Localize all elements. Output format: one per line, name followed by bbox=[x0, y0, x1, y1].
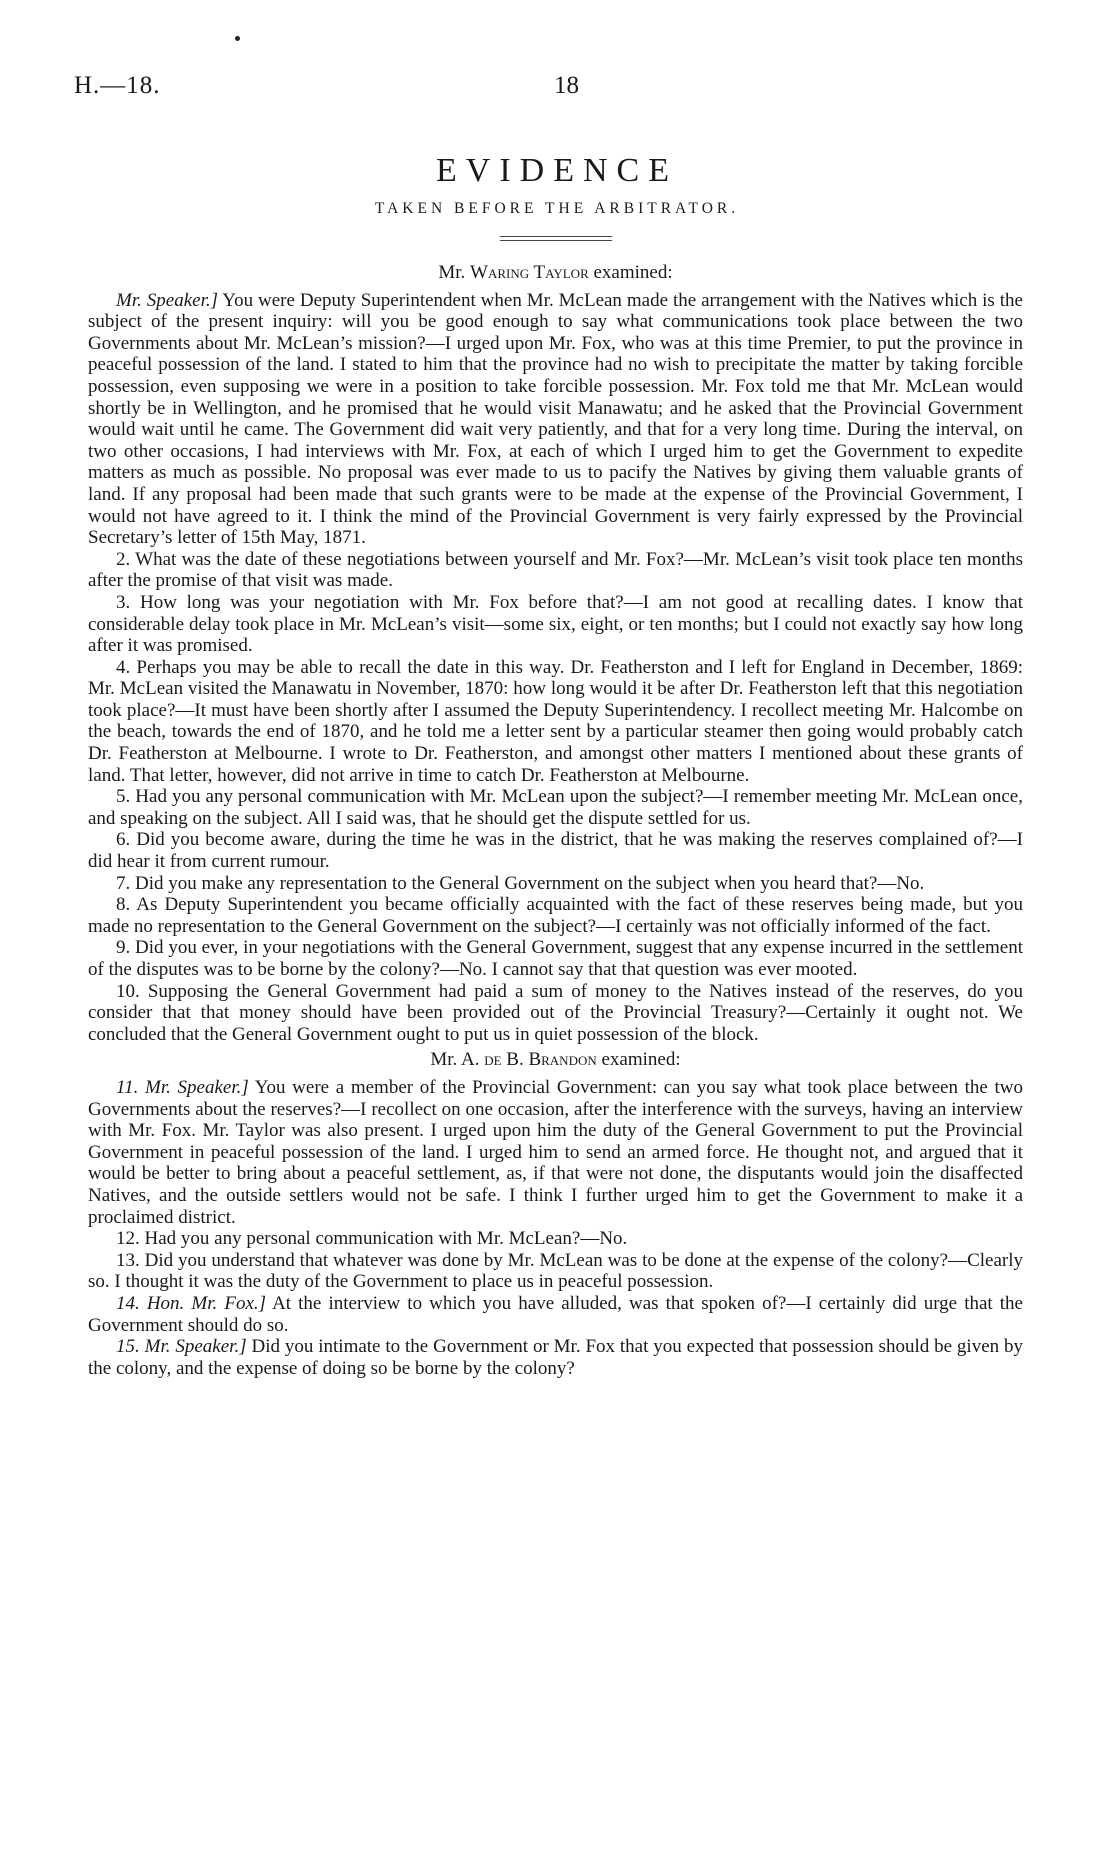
question-paragraph: 7. Did you make any representation to the General Government on the subject when you heard that?—No. bbox=[116, 872, 925, 894]
speaker-label: 15. Mr. Speaker.] bbox=[116, 1336, 247, 1358]
title-rule-bottom bbox=[500, 240, 612, 241]
title-rule-top bbox=[500, 236, 612, 237]
speaker-label: 14. Hon. Mr. Fox.] bbox=[116, 1292, 267, 1314]
ink-speck bbox=[235, 36, 240, 41]
question-paragraph: 10. Supposing the General Government had paid a sum of money to the Natives instead of the reserves, do you consider that that money should have been provided out of the Provincial Treasury?—Certainly it ought not. We concluded that the General Government ought to put us in quiet possession of the block. bbox=[88, 980, 1023, 1045]
speaker-label: 11. Mr. Speaker.] bbox=[116, 1076, 249, 1098]
question-paragraph: 6. Did you become aware, during the time he was in the district, that he was making the reserves complained of?—I did hear it from current rumour. bbox=[88, 829, 1023, 873]
question-paragraph: 12. Had you any personal communication with Mr. McLean?—No. bbox=[116, 1228, 628, 1250]
speaker-label: Mr. Speaker.] bbox=[116, 289, 219, 311]
question-paragraph: 3. How long was your negotiation with Mr. Fox before that?—I am not good at recalling dates. I know that considerable delay took place in Mr. McLean’s visit—some six, eight, or ten months; but I could not exactly say how long after it was promised. bbox=[88, 591, 1023, 657]
question-paragraph: 13. Did you understand that whatever was done by Mr. McLean was to be done at the expense of the colony?—Clearly so. I thought it was the duty of the Government to place us in peaceful possession. bbox=[88, 1249, 1023, 1293]
question-paragraph: 9. Did you ever, in your negotiations with the General Government, suggest that any expense incurred in the settlement of the disputes was to be borne by the colony?—No. I cannot say that that question was ever mooted. bbox=[88, 937, 1023, 980]
question-paragraph: 15. Mr. Speaker.] Did you intimate to the Government or Mr. Fox that you expected that possession should be given by the colony, and the expense of doing so be borne by the colony? bbox=[88, 1336, 1023, 1379]
page-title: EVIDENCE bbox=[436, 152, 678, 189]
question-paragraph: Mr. Speaker.] You were Deputy Superintendent when Mr. McLean made the arrangement with the Natives which is the subject of the present inquiry: will you be good enough to say what communications took place between the two Governments about Mr. McLean’s mission?—I urged upon Mr. Fox, who was at this time Premier, to put the province in peaceful possession of the land. I stated to him that the province had no wish to precipitate the matter by taking forcible possession, even supposing we were in a position to take forcible possession. Mr. Fox told me that Mr. McLean would shortly be in Wellington, and he promised that he would visit Manawatu; and he asked that the Provincial Government would wait until he came. The Government did wait very patiently, and that for a very long time. During the interval, on two other occasions, I had interviews with Mr. Fox, at each of which I urged him to get the Government to expedite matters as much as possible. No proposal was ever made to us to pacify the Natives by giving them valuable grants of land. If any proposal had been made that such grants were to be made at the expense of the Provincial Government, I would not have agreed to it. I think the mind of the Provincial Government is very fairly expressed by the Provincial Secretary’s letter of 15th May, 1871. bbox=[88, 289, 1023, 549]
page-subtitle: TAKEN BEFORE THE ARBITRATOR. bbox=[374, 200, 740, 217]
question-paragraph: 11. Mr. Speaker.] You were a member of the Provincial Government: can you say what took place between the two Governments about the reserves?—I recollect on one occasion, after the interference with the surveys, having an interview with Mr. Fox. Mr. Taylor was also present. I urged upon him the duty of the General Government to put the Provincial Government in peaceful possession of the land. I urged him to send an armed force. He thought not, and argued that it would be better to bring about a peaceful settlement, as, if that were not done, the disputants would join the disaffected Natives, and the outside settlers would not be safe. I think I further urged him to get the Government to make it a proclaimed district. bbox=[88, 1076, 1023, 1228]
document-body bbox=[88, 258, 1023, 1379]
question-paragraph: 5. Had you any personal communication with Mr. McLean upon the subject?—I remember meeting Mr. McLean once, and speaking on the subject. All I said was, that he should get the dispute settled for us. bbox=[88, 786, 1023, 829]
section-heading: Mr. Waring Taylor examined: bbox=[438, 262, 673, 283]
question-paragraph: 4. Perhaps you may be able to recall the date in this way. Dr. Featherston and I left for England in December, 1869: Mr. McLean visited the Manawatu in November, 1870: how long would it be after Dr. Featherston left that this negotiation took place?—It must have been shortly after I assumed the Deputy Superintendency. I recollect meeting Mr. Halcombe on the beach, towards the end of 1870, and he told me a letter sent by a particular steamer then going would probably catch Dr. Featherston at Melbourne. I wrote to Dr. Featherston, and amongst other matters I mentioned about these grants of land. That letter, however, did not arrive in time to catch Dr. Featherston at Melbourne. bbox=[88, 656, 1023, 786]
document-id: H.—18. bbox=[74, 72, 161, 99]
question-paragraph: 8. As Deputy Superintendent you became officially acquainted with the fact of these reserves being made, but you made no representation to the General Government on the subject?—I certainly was not officially informed of the fact. bbox=[88, 894, 1023, 937]
page-number: 18 bbox=[554, 72, 579, 99]
question-paragraph: 14. Hon. Mr. Fox.] At the interview to which you have alluded, was that spoken of?—I certainly did urge that the Government should do so. bbox=[88, 1292, 1023, 1336]
section-heading: Mr. A. de B. Brandon examined: bbox=[430, 1049, 681, 1071]
question-paragraph: 2. What was the date of these negotiations between yourself and Mr. Fox?—Mr. McLean’s visit took place ten months after the promise of that visit was made. bbox=[88, 548, 1023, 592]
